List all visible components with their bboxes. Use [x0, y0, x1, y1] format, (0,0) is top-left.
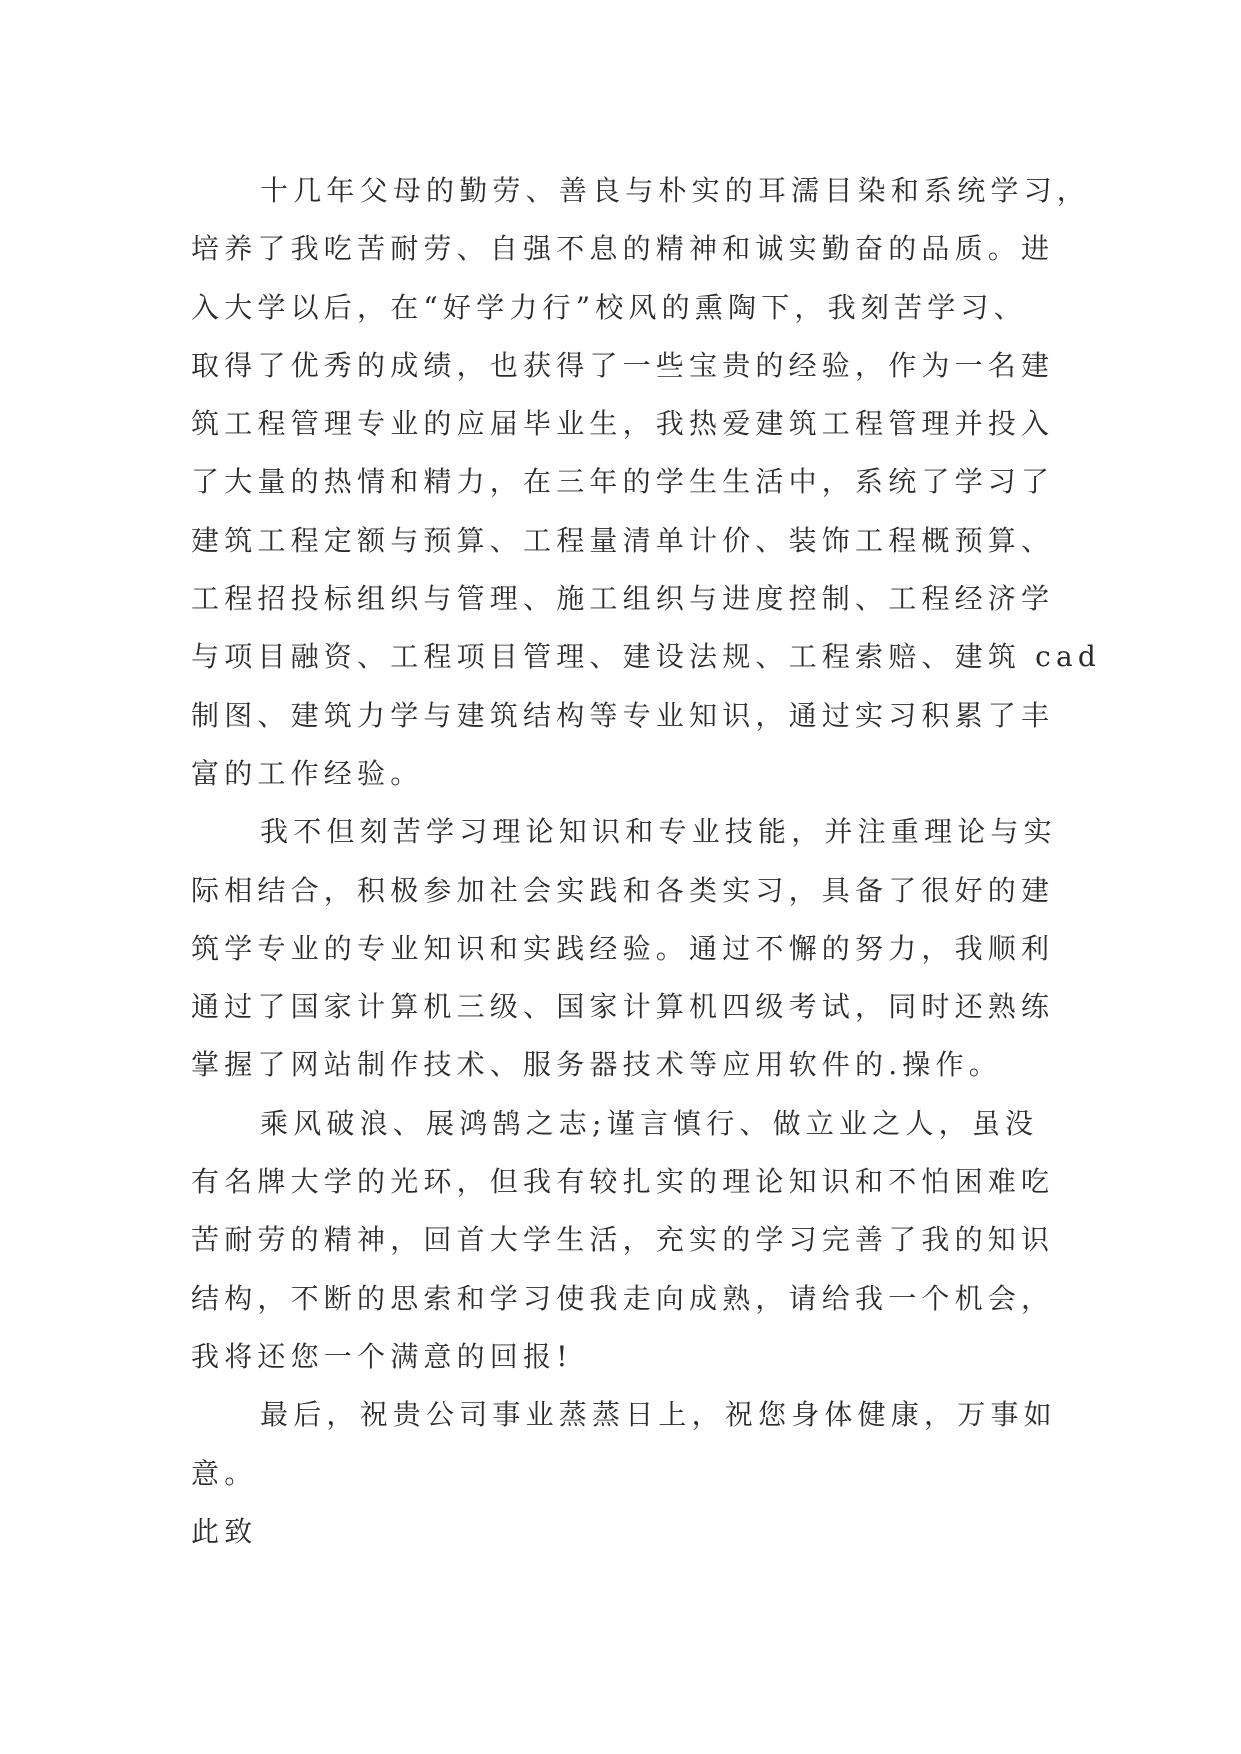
text-line: 富的工作经验。 [191, 756, 424, 790]
text-line: 最后，祝贵公司事业蒸蒸日上，祝您身体健康，万事如 [260, 1398, 1057, 1432]
closing-salutation [191, 1503, 1091, 1561]
text-line: 我将还您一个满意的回报! [191, 1339, 573, 1373]
text-line: 建筑工程定额与预算、工程量清单计价、装饰工程概预算、 [191, 523, 1055, 557]
paragraph-2 [191, 803, 1091, 1094]
text-line: 意。 [191, 1456, 258, 1490]
text-line: 工程招投标组织与管理、施工组织与进度控制、工程经济学 [191, 582, 1055, 616]
text-line: 结构，不断的思索和学习使我走向成熟，请给我一个机会， [191, 1281, 1055, 1315]
letter-body [191, 162, 1102, 1561]
text-line: 我不但刻苦学习理论知识和专业技能，并注重理论与实 [260, 815, 1057, 849]
paragraph-3 [191, 1095, 1091, 1386]
text-line: 筑学专业的专业知识和实践经验。通过不懈的努力，我顺利 [191, 931, 1055, 965]
text-line: 培养了我吃苦耐劳、自强不息的精神和诚实勤奋的品质。进 [191, 232, 1055, 266]
text-line: 此致 [191, 1514, 258, 1548]
text-line: 苦耐劳的精神，回首大学生活，充实的学习完善了我的知识 [191, 1223, 1055, 1257]
text-line: 乘风破浪、展鸿鹄之志;谨言慎行、做立业之人，虽没 [260, 1106, 1039, 1140]
text-line: 际相结合，积极参加社会实践和各类实习，具备了很好的建 [191, 873, 1055, 907]
paragraph-1 [191, 162, 1102, 803]
text-line: 十几年父母的勤劳、善良与朴实的耳濡目染和系统学习， [260, 174, 1091, 207]
text-line: 与项目融资、工程项目管理、建设法规、工程索赔、建筑 cad [191, 640, 1102, 674]
text-line: 掌握了网站制作技术、服务器技术等应用软件的.操作。 [191, 1048, 1002, 1082]
text-line: 有名牌大学的光环，但我有较扎实的理论知识和不怕困难吃 [191, 1165, 1055, 1199]
text-line: 取得了优秀的成绩，也获得了一些宝贵的经验，作为一名建 [191, 348, 1055, 382]
text-line: 了大量的热情和精力，在三年的学生生活中，系统了学习了 [191, 465, 1055, 499]
paragraph-4 [191, 1386, 1091, 1503]
text-line: 入大学以后，在“好学力行”校风的熏陶下，我刻苦学习、 [191, 290, 1027, 324]
text-line: 制图、建筑力学与建筑结构等专业知识，通过实习积累了丰 [191, 698, 1055, 732]
text-line: 筑工程管理专业的应届毕业生，我热爱建筑工程管理并投入 [191, 407, 1055, 441]
text-line: 通过了国家计算机三级、国家计算机四级考试，同时还熟练 [191, 990, 1055, 1024]
